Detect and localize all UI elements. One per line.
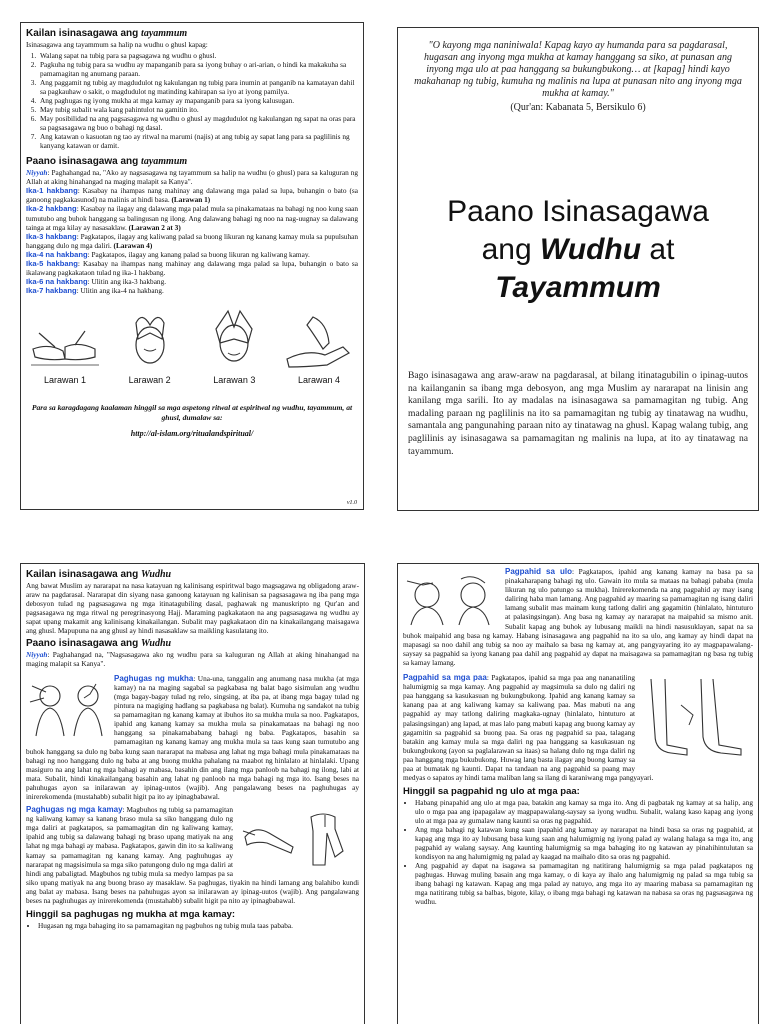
list-item: 7. Ang katawan o kasuotan ng tao ay ritwal na marumi (najis) at ang tubig ay sapat lang para sa paglilinis ng kanyang katawan or damit. <box>38 132 358 150</box>
wudhu-panel-1 <box>20 563 365 1024</box>
list-item: 3. Ang paggamit ng tubig ay magdudulot ng kakulangan ng tubig para inumin at panganib na kamatayan dahil sa pagkauhaw o sakit, o magdudulot ng matinding kahirapan sa iyo at iyong pamilya. <box>38 78 358 96</box>
more-info-text: Para sa karagdagang kaalaman hinggil sa mga aspetong ritwal at espiritwal ng wudhu, tayammum, at ghusl, dumalaw sa: <box>31 403 353 423</box>
when-wudhu-text: Ang bawat Muslim ay nararapat na nasa katayuan ng kalinisang espiritwal bago magsagawa ng obligadong araw-araw na pagdarasal. Nararapat din siyang nasa ganoong katayuan ng kalinisan sa pagsasagawa ng iba pang mga debosyon tulad ng pagsasagawa ng mga itinatagubiling dasal, paghawak ng manuskripto ng Qur'an and pagsasagawa ng mga ritwal ng peregrinasyong Hajj. Maraming pagkakataon na ang pagsasagawa ng wudhu ay sapat upang makamit ang kalinisang kinakailangan. Subalit may pagkakataon din na kinakailangang maisagawa ang ghusl. Mapupuna na ang ghusl ay hindi nasasaklaw sa maikling kasulatang ito. <box>26 581 359 636</box>
how-tayammum-heading: Paano isinasagawa ang tayammum <box>26 156 188 168</box>
niyyah-paragraph: Niyyah: Paghahangad na, "Ako ay nagsasagawa ng tayammum sa halip na wudhu (o ghusl) para sa kaluguran ng Allah at aking hinahangad na maging malapit sa Kanya". <box>26 168 358 187</box>
website-link[interactable]: http://al-islam.org/ritualandspiritual/ <box>130 429 254 439</box>
washing-arms-icon <box>239 807 359 871</box>
list-item: 2. Pagkuha ng tubig para sa wudhu ay mapanganib para sa iyong buhay o ari-arian, o hindi ka makakuha sa pamamagitan ng anumang paraan. <box>38 60 358 78</box>
head-feet-notes-list <box>403 798 753 906</box>
face-wash-paragraph: Paghugas ng mukha: Una-una, tanggalin ang anumang nasa mukha (at mga kamay) na na maging sagabal sa pagkabasa ng balat bago sisimulan ang wudhu (mga bagay-bagay tulad ng relo, singsing, at iba pa, at ibang mga bagay tulad ng pintura na magiging hadlang sa pagkabasa ng balat). Kumuha ng sandakot na tubig sa pamamagitan ng kanang kamay at ibuhos ito sa mukha mula sa noo. Pagkatapos, ipahid ang kanang kamay sa mukha mula sa pinakamataas na bahagi ng noo hanggang sa pinakamababang bahagi ng baba. Pagkatapos, basahin sa pamamagitan ng kanang kamay ang mukha mula sa taas kung saan tumutubo ang buhok hanggang sa dulo ng baba kung saan nararapat na mabasa ang lahat ng mga bahagi mula pinakamataas na bahagi ng noo hanggang dulo ng baba at ang buong mukha pahalang na maabot ng hinlalato at hinlalaki. Upang masiguro na ang lahat ng mga bahagi ay mabasa, basahin din ang ilang mga panloob na bahagi ng ilong, labi at mata. Subalit, hindi kinakailangang basahin ang lahat ng panloob na mga bahagi ng mga ito. Isang beses na pahuhugas ayon sa inilarawan ay ipinag-uutos (wajib). Ang pangalawang beses na paghuhugas ay inirerekomenda (mustahabb) subalit higit pa ito ay ipinagbabawal. <box>26 673 359 801</box>
conditions-list <box>26 51 358 150</box>
arm-wash-paragraph: Paghugas ng mga kamay: Magbuhos ng tubig sa pamamagitan ng kaliwang kamay sa kanang braso mula sa siko hanggang dulo ng mga daliri at pagkatapos, sa pamamagitan din ng kaliwang kamay, ipahid ang tubig sa dalawang bahagi ng braso upang matiyak na ang lahat ng mga bahagi ay mabasa. Pagkatapos, gawin din ito sa kaliwang kamay sa pamamagitan ng kanang kamay. Ang paghuhugas ay nararapat ng magsisimula sa mga siko patungong dulo ng mga daliri at hindi ang pabaligtad. Magbuhos ng tubig mula sa medyo lampas pa sa siko upang matiyak na ang buong braso ay masaklaw. Sa paghugas, tiyakin na hindi lamang ang balahibo kundi ang balat ay mabasa. Isang beses na pahuhugas ayon sa inilarawan ay ipinag-uutos (wajib). Ang pangalawang beses na paghuhugas ay inirerekomenda (mustahabb) subalit higit pa nito ay ipinagbabawal. <box>26 805 359 905</box>
list-item: • Habang pinapahid ang ulo at mga paa, batakin ang kamay sa mga ito. Ang di pagbatak ng kamay at sa halip, ang ulo o mga paa ang ipapagalaw ay magpapawalang-saysay sa iyong wudhu. Subalit, walang kaso kapag ang iyong ulo at mga paa ay gumalaw nang kaunti sa oras ng pagpahid. <box>415 798 753 825</box>
figure-4 <box>280 303 358 395</box>
list-item: • Ang pagpahid ay dapat na isagawa sa pamamagitan ng natitirang halumigmig sa mga palad pagkatapos ng paghugas. Huwag muling basain ang mga kamay, o di kaya ay ihalo ang halumigmig ng palad sa mga tubig sa ibang bahagi ng katawan. Kapag ang mga palad ay natuyo, ang mga ito ay maaring mabasa sa pamamagitan ng mga natitirang tubig sa balbas, bigote, kilay, o ibang mga bahagi ng katawan na nabasa sa oras ng pagsasagawa ng wudhu. <box>415 861 753 906</box>
list-item: 6. May posibilidad na ang pagsasagawa ng wudhu o ghusl ay magdudulot ng kakulangan ng sapat na oras para sa pagsasagawa ng buo o bahagi ng dasal. <box>38 114 358 132</box>
hands-striking-ground-icon <box>29 303 101 375</box>
when-wudhu-heading: Kailan isinasagawa ang Wudhu <box>26 569 172 580</box>
list-item: • Ang mga bahagi ng katawan kung saan ipapahid ang kamay ay nararapat na hindi basa sa oras ng pagpahid, at kapag ang mga ito ay lubusang basa kung saan ang halumigmig ng iyong palad ay walang halaga sa mga ito, ang pagpahid ay walang saysay. Ang kaunting halumigmig sa mga bahaging ito ng katawan ay pinahihintulutan sa kondisyon na ang halumigmig ng palad ay kaagad na maihalo dito sa oras ng pagpahid. <box>415 825 753 861</box>
figure-row <box>26 303 358 395</box>
figure-label: Larawan 3 <box>213 375 256 386</box>
tayammum-panel <box>20 22 364 510</box>
feet-wipe-paragraph: Pagpahid sa mga paa: Pagkatapos, ipahid sa mga paa ang nananatiling halumigmig sa mga kamay. Ang pagpahid ay magsimula sa dulo ng daliri ng paa hanggang sa kasukasuan ng bukungbukong. Ipahid ang kanang kamay sa kanang paa at ang kaliwang kamay sa kaliwang paa. Mas mabuti na ang pagpahid ay may tatlong daliring magkaka-ugnay (hinlalato, hintuturo at palasingsingan) ang lapad, at mas lalo pang mabuti kapag ang buong kamay ay gagamitin sa pagpahid sa buong paa. Sa oras ng pagpahid sa paa, talagang batakin ang kamay mula sa mga daliri ng paa hanggang sa kasukasuan ng bukungbukong (ayon sa paglalarawan sa itaas) sa halang dulo ng mga daliri ng paa hanggang mga bukubukong. Huwag lang basta ilagay ang buong kamay sa paa at bumatak ng kaunti. Dapat na tandaan na ang pagpahid sa paang may medyas o sapatos ay hindi tama maliban lang sa ilang di karaniwang mga pangyayari. <box>403 673 753 782</box>
cover-panel <box>397 27 759 511</box>
figure-label: Larawan 2 <box>128 375 171 386</box>
intro-paragraph: Bago isinasagawa ang araw-araw na pagdarasal, at bilang itinatagubilin o ipinag-uutos na kailanganin sa ibang mga debosyon, ang mga Muslim ay nararapat na linisin ang kanilang mga sarili. Ito ay madalas na isinasagawa sa pamamagitan ng tubig. Ang madaling paraan ng paglilinis na ito sa pamamagitan ng tubig ay tinatawag na wudhu, samantala ang pangunahing paraan nito ay tinatawag na ghusl. Kapag walang tubig, ang paglilinis ay isinasagawa sa pamamagitan ng malinis na lupa, at ito ay tinatawag na tayammum. <box>408 370 748 457</box>
step-5: Ika-5 hakbang: Kasabay na ihampas nang mahinay ang dalawang mga palad sa lupa, buhangin o bato sa ikalawang pagkakataon tulad ng ika-1 hakbang. <box>26 259 358 278</box>
face-arm-notes-list <box>26 921 359 930</box>
when-tayammum-intro: Isinasagawa ang tayammum sa halip na wudhu o ghusl kapag: <box>26 40 208 49</box>
figure-3 <box>195 303 273 395</box>
washing-face-icon <box>26 676 108 738</box>
figure-label: Larawan 4 <box>297 375 340 386</box>
list-item: 4. Ang paghugas ng iyong mukha at mga kamay ay mapanganib para sa iyong kalusugan. <box>38 96 358 105</box>
when-tayammum-heading: Kailan isinasagawa ang tayammum <box>26 28 188 39</box>
wudhu-niyyah-paragraph: Niyyah: Paghahangad na, "Nagsasagawa ako ng wudhu para sa kaluguran ng Allah at aking hinahangad na maging malapit sa Kanya". <box>26 649 359 668</box>
hands-covering-brow-icon <box>198 303 270 375</box>
wiping-back-of-hand-icon <box>283 303 355 375</box>
page-title: Paano Isinasagawa ang Wudhu at Tayammum <box>447 195 709 304</box>
list-item: • Hugasan ng mga bahaging ito sa pamamagitan ng pagbuhos ng tubig mula taas pababa. <box>38 921 359 930</box>
step-7: Ika-7 hakbang: Ulitin ang ika-4 na hakbang. <box>26 286 164 296</box>
wiping-feet-icon <box>641 675 753 765</box>
step-3: Ika-3 hakbang: Pagkatapos, ilagay ang kaliwang palad sa buong likuran ng kanang kamay mula sa pupulsuhan hanggang dulo ng mga daliri. (Larawan 4) <box>26 231 358 250</box>
figure-2 <box>111 303 189 395</box>
list-item: 5. May tubig subalit wala kang pahintulot na gamitin ito. <box>38 105 358 114</box>
step-4: Ika-4 na hakbang: Pagkatapos, ilagay ang kanang palad sa buong likuran ng kaliwang kamay. <box>26 249 310 259</box>
head-feet-notes-heading: Hinggil sa pagpahid ng ulo at mga paa: <box>403 786 580 798</box>
version-label: v1.0 <box>346 500 357 506</box>
how-wudhu-heading: Paano isinasagawa ang Wudhu <box>26 637 172 649</box>
figure-1 <box>26 303 104 395</box>
quote-reference: (Qur'an: Kabanata 5, Bersikulo 6) <box>510 102 646 113</box>
step-2: Ika-2 hakbang: Kasabay na ilagay ang dalawang mga palad mula sa pinakamataas na bahagi ng noo kung saan tumutubo ang buhok hanggang sa balingusan ng ilong. Ang dalawang bahagi ng noo na nag-uugnay sa dalawang tainga at mga kilay ay nasasaklaw. (Larawan 2 at 3) <box>26 204 358 232</box>
head-wipe-paragraph: Pagpahid sa ulo: Pagkatapos, ipahid ang kanang kamay na basa pa sa pinakaharapang bahagi ng ulo. Gawain ito mula sa mataas na bahagi pababa (mula likuran ng ulo patungo sa mukha). Inirerekomenda na ang pagpahid ay may isang daliring haba man lamang. Ang pagpahid ay maaring sa pamamagitan ng isang daliri lamang subalit mas mainam kung tatlong daliri ang gagamitin (hinlalato, hintuturo at palasingsingan). Ang basa ng kamay ay nararapat na maipahid sa mismo anit. Subalit kapag ang buhok ay lubusang maikli na hindi nasusuklayan, sapat na sa buhok maipahid ang basa ng kamay. Habang isinasagawa ang pagpahid na ito sa ulo, ang kamay ay hindi dapat na mapasagi sa noo dahil ang tubig sa noo ay maihalo sa basa ng kamay at, ang pangyayaring ito ay magpapawalang-saysay sa pagpahid sa iyong kanang paa dahil ang pagpahid ay dapat na maisagawa sa pamamagitan ng basa ng tubig sa kamay lamang. <box>403 567 754 667</box>
step-6: Ika-6 na hakbang: Ulitin ang ika-3 hakbang. <box>26 277 167 287</box>
hands-on-forehead-icon <box>114 303 186 375</box>
quran-quote: "O kayong mga naniniwala! Kapag kayo ay humanda para sa pagdarasal, hugasan ang inyong mga mukha at kamay hanggang sa siko, at punasan ang inyong mga ulo at paa hanggang sa bukungbukong… at [kapag] hindi kayo makahanap ng tubig, kumuha ng malinis na lupa at punasan nito ang inyong mga mukha at kamay." <box>414 40 742 99</box>
face-arm-notes-heading: Hinggil sa paghugas ng mukha at mga kamay: <box>26 909 236 921</box>
figure-label: Larawan 1 <box>43 375 87 386</box>
wudhu-panel-2 <box>397 563 759 1024</box>
list-item: 1. Walang sapat na tubig para sa pagsagawa ng wudhu o ghusl. <box>38 51 358 60</box>
step-1: Ika-1 hakbang: Kasabay na ihampas nang mahinay ang dalawang mga palad sa lupa, buhangin o bato (sa ganoong pagkakasunod) na malinis at hindi basa. (Larawan 1) <box>26 186 358 205</box>
wiping-head-icon <box>403 569 499 627</box>
